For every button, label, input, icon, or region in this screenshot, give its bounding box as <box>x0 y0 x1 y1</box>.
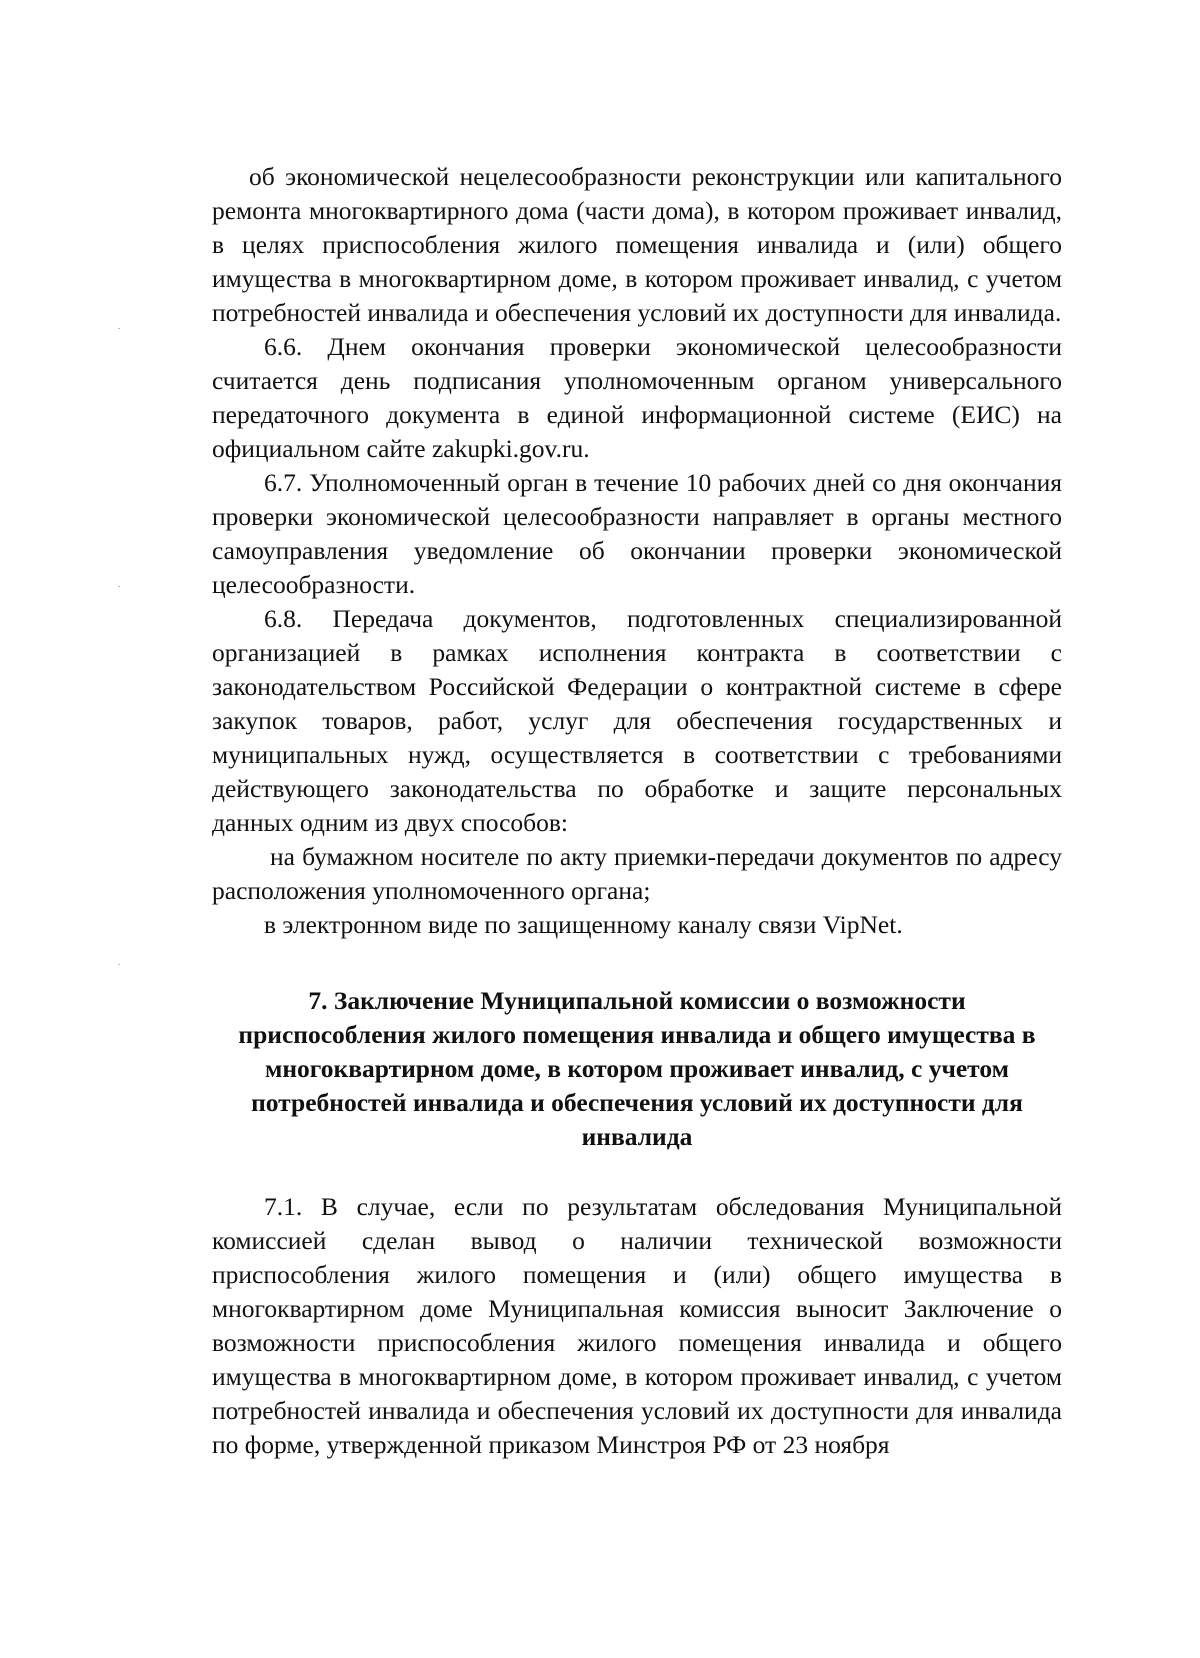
paragraph-6-8: 6.8. Передача документов, подготовленных специализированной организацией в рамках исполнения контракта в соответствии с законодательством Российской Федерации о контрактной системе в сфере закупок товаров, работ, услуг для обеспечения государственных и муниципальных нужд, осуществляется в соответствии с требованиями действующего законодательства по обработке и защите персональных данных одним из двух способов: <box>212 604 1062 837</box>
heading-line: многоквартирном доме, в котором проживает инвалид, с учетом <box>265 1054 1009 1083</box>
scan-speck <box>118 328 120 329</box>
heading-line: инвалида <box>581 1122 693 1151</box>
heading-line: потребностей инвалида и обеспечения условий их доступности для <box>251 1088 1023 1117</box>
paragraph-6-7: 6.7. Уполномоченный орган в течение 10 рабочих дней со дня окончания проверки экономической целесообразности направляет в органы местного самоуправления уведомление об окончании проверки экономической целесообразности. <box>212 468 1062 599</box>
paragraph-electronic-method: в электронном виде по защищенному каналу связи VipNet. <box>264 910 903 939</box>
document-body <box>212 160 1062 1462</box>
scan-speck <box>118 586 120 587</box>
scan-speck <box>118 964 120 965</box>
paragraph-continuation: об экономической нецелесообразности реконструкции или капитального ремонта многоквартирного дома (части дома), в котором проживает инвалид, в целях приспособления жилого помещения инвалида и (или) общего имущества в многоквартирном доме, в котором проживает инвалид, с учетом потребностей инвалида и обеспечения условий их доступности для инвалида. <box>212 162 1062 327</box>
heading-line: 7. Заключение Муниципальной комиссии о возможности <box>308 986 966 1015</box>
section-7-heading <box>212 984 1062 1154</box>
paragraph-paper-method: на бумажном носителе по акту приемки-передачи документов по адресу расположения уполномоченного органа; <box>212 842 1062 905</box>
heading-line: приспособления жилого помещения инвалида и общего имущества в <box>238 1020 1036 1049</box>
paragraph-6-6: 6.6. Днем окончания проверки экономической целесообразности считается день подписания уполномоченным органом универсального передаточного документа в единой информационной системе (ЕИС) на официальном сайте zakupki.gov.ru. <box>212 332 1062 463</box>
paragraph-7-1: 7.1. В случае, если по результатам обследования Муниципальной комиссией сделан вывод о наличии технической возможности приспособления жилого помещения и (или) общего имущества в многоквартирном доме Муниципальная комиссия выносит Заключение о возможности приспособления жилого помещения инвалида и общего имущества в многоквартирном доме, в котором проживает инвалид, с учетом потребностей инвалида и обеспечения условий их доступности для инвалида по форме, утвержденной приказом Минстроя РФ от 23 ноября <box>212 1192 1062 1459</box>
